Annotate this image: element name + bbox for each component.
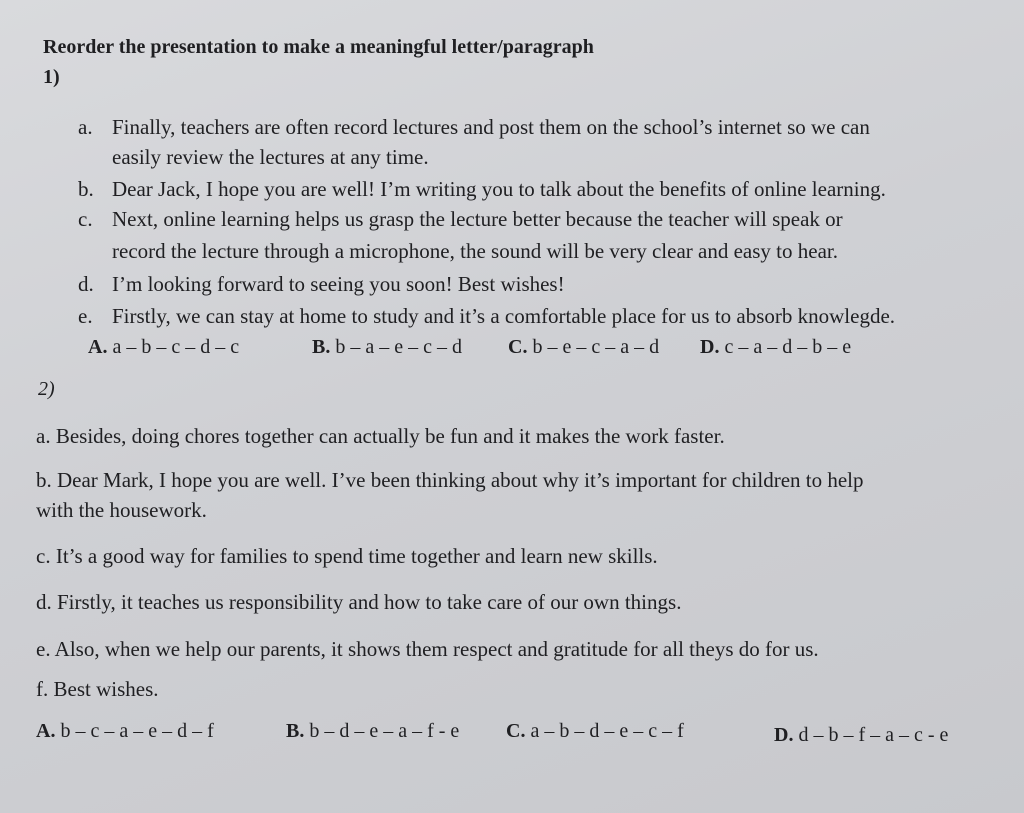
item-text-line: Finally, teachers are often record lectures and post them on the school’s internet so we can: [112, 115, 870, 139]
option-text: d – b – f – a – c - e: [798, 724, 949, 746]
question-2-item-e: e. Also, when we help our parents, it shows them respect and gratitude for all theys do for us.: [36, 637, 819, 661]
item-text-line: I’m looking forward to seeing you soon! Best wishes!: [112, 272, 565, 296]
option-label: C.: [506, 720, 526, 742]
question-2-item-a: a. Besides, doing chores together can actually be fun and it makes the work faster.: [36, 424, 725, 448]
option-a[interactable]: [36, 720, 214, 743]
item-text-line: b. Dear Mark, I hope you are well. I’ve been thinking about why it’s important for children to help: [36, 468, 864, 492]
item-text-line: Dear Jack, I hope you are well! I’m writing you to talk about the benefits of online learning.: [112, 177, 886, 201]
option-text: c – a – d – b – e: [724, 336, 852, 358]
item-label: b.: [78, 177, 94, 201]
option-label: A.: [88, 336, 108, 358]
option-text: a – b – d – e – c – f: [530, 720, 684, 742]
item-label: d.: [78, 272, 94, 296]
item-text-line: easily review the lectures at any time.: [112, 145, 429, 169]
question-2-item-d: d. Firstly, it teaches us responsibility and how to take care of our own things.: [36, 590, 682, 614]
item-text-line: record the lecture through a microphone, the sound will be very clear and easy to hear.: [112, 239, 838, 263]
worksheet-heading: Reorder the presentation to make a meaningful letter/paragraph: [43, 36, 594, 58]
item-label: c.: [78, 207, 93, 231]
question-2-item-f: f. Best wishes.: [36, 677, 159, 701]
option-text: b – d – e – a – f - e: [309, 720, 460, 742]
question-2-item-c: c. It’s a good way for families to spend time together and learn new skills.: [36, 544, 658, 568]
option-text: b – a – e – c – d: [335, 336, 462, 358]
option-text: b – c – a – e – d – f: [60, 720, 214, 742]
option-label: C.: [508, 336, 528, 358]
item-label: a.: [78, 115, 93, 139]
option-label: D.: [700, 336, 720, 358]
item-text-line: Firstly, we can stay at home to study and it’s a comfortable place for us to absorb knowlegde.: [112, 304, 896, 328]
option-label: A.: [36, 720, 56, 742]
item-label: e.: [78, 304, 93, 328]
question-2-number: 2): [38, 378, 55, 400]
option-d[interactable]: [774, 724, 948, 747]
option-c[interactable]: [508, 336, 659, 359]
option-label: B.: [286, 720, 305, 742]
option-text: b – e – c – a – d: [532, 336, 660, 358]
option-c[interactable]: [506, 720, 684, 743]
option-d[interactable]: [700, 336, 851, 359]
option-a[interactable]: [88, 336, 239, 359]
question-1-number: 1): [43, 66, 60, 88]
item-text-line: Next, online learning helps us grasp the lecture better because the teacher will speak or: [112, 207, 843, 231]
option-label: D.: [774, 724, 794, 746]
option-b[interactable]: [312, 336, 462, 359]
option-text: a – b – c – d – c: [112, 336, 240, 358]
option-label: B.: [312, 336, 331, 358]
item-text-line: with the housework.: [36, 498, 207, 522]
option-b[interactable]: [286, 720, 459, 743]
